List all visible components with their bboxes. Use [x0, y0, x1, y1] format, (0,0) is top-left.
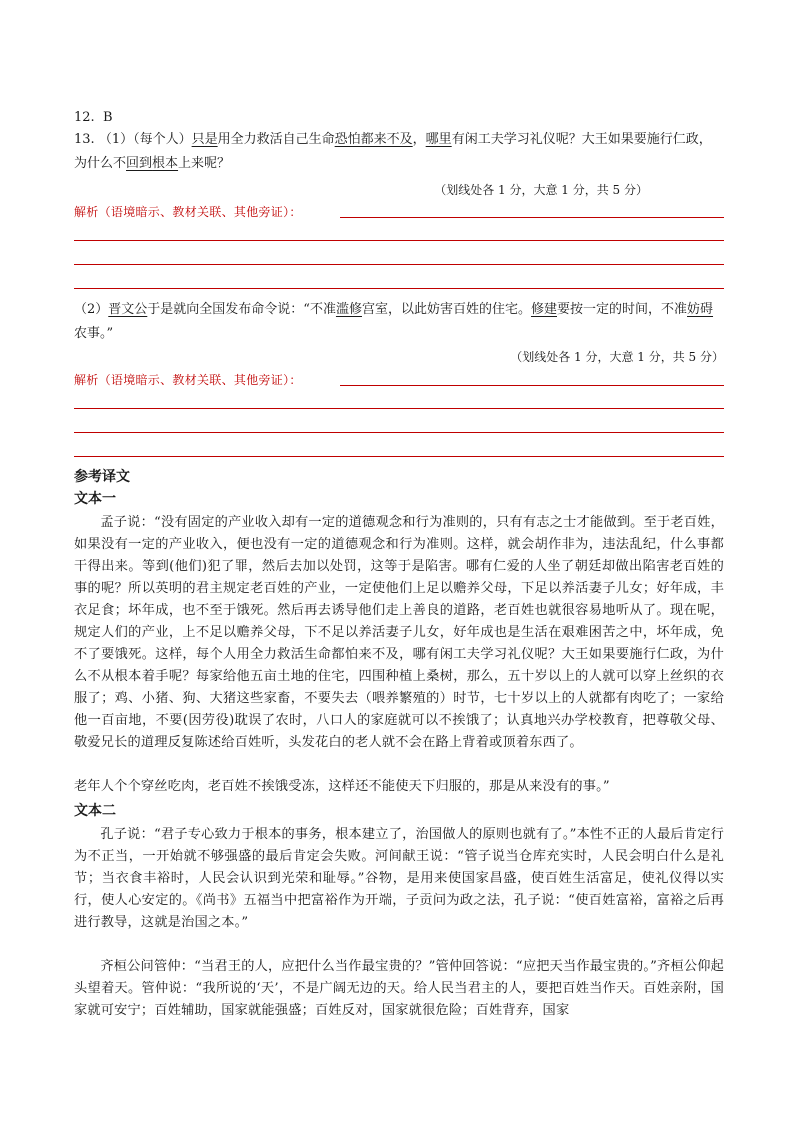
analysis-label: 解析（语境暗示、教材关联、其他旁证）：: [74, 373, 302, 387]
underlined-term: 哪里: [425, 132, 452, 147]
answer: B: [102, 110, 113, 125]
text-1-paragraph: 孟子说：“没有固定的产业收入却有一定的道德观念和行为准则的，只有有志之士才能做到。至于老百姓，如果没有一定的产业收入，便也没有一定的道德观念和行为准则。这样，就会胡作非为，违法乱纪，什么事都干得出来。等到(他们)犯了罪，然后去加以处罚，这等于是陷害。哪有仁爱的人坐了朝廷却做出陷害老百姓的事的呢？所以英明的君主规定老百姓的产业，一定使他们上足以赡养父母，下足以养活妻子儿女；好年成，丰衣足食；坏年成，也不至于饿死。然后再去诱导他们走上善良的道路，老百姓也就很容易地听从了。现在呢，规定人们的产业，上不足以赡养父母，下不足以养活妻子儿女，好年成也是生活在艰难困苦之中，坏年成，免不了要饿死。这样，每个人用全力救活生命都怕来不及，哪有闲工夫学习礼仪呢？大王如果要施行仁政，为什么不从根本着手呢？每家给他五亩土地的住宅，四围种植上桑树，那么，五十岁以上的人就可以穿上丝织的衣服了；鸡、小猪、狗、大猪这些家畜，不要失去（喂养繁殖的）时节，七十岁以上的人就都有肉吃了；一家给他一百亩地，不要(因劳役)耽误了农时，八口人的家庭就可以不挨饿了；认真地兴办学校教育，把尊敬父母、敬爱兄长的道理反复陈述给百姓听，头发花白的老人就不会在路上背着或顶着东西了。: [74, 515, 724, 750]
underlined-term: 只是: [191, 132, 218, 147]
answer-rule: [74, 240, 724, 241]
underlined-term: 晋文公: [108, 302, 148, 317]
score-note: （划线处各 1 分，大意 1 分，共 5 分）: [434, 183, 648, 197]
question-number: 12.: [74, 110, 95, 125]
underlined-term: 修建: [530, 302, 557, 317]
answer-rule: [74, 264, 724, 265]
answer-rule: [74, 456, 724, 457]
analysis-line: [74, 370, 724, 390]
answer-rule: [74, 432, 724, 433]
underlined-term: 根本: [152, 156, 179, 171]
text-2-paragraph: 齐桓公问管仲：“当君王的人，应把什么当作最宝贵的？”管仲回答说：“应把天当作最宝贵的。”齐桓公仰起头望着天。管仲说：“我所说的‘天’，不是广阔无边的天。给人民当君主的人，要把百姓当作天。百姓亲附，国家就可安宁；百姓辅助，国家就能强盛；百姓反对，国家就很危险；百姓背弃，国家: [74, 959, 724, 1018]
answer-blank: [340, 385, 724, 386]
score-note: （划线处各 1 分，大意 1 分，共 5 分）: [510, 350, 724, 364]
question-12: [74, 106, 724, 130]
answer-rule: [74, 288, 724, 289]
answer-rule: [74, 408, 724, 409]
question-13-part-2: （2）晋文公于是就向全国发布命令说：“不准滥修宫室，以此妨害百姓的住宅。修建要按一定的时间，不准妨碍农事。”: [74, 302, 714, 341]
text-2-paragraph: 孔子说：“君子专心致力于根本的事务，根本建立了，治国做人的原则也就有了。”本性不正的人最后肯定行为不正当，一开始就不够强盛的最后肯定会失败。河间献王说：“管子说当仓库充实时，人民会明白什么是礼节；当衣食丰裕时，人民会认识到光荣和耻辱。”谷物，是用来使国家昌盛，使百姓生活富足，使礼仪得以实行，使人心安定的。《尚书》五福当中把富裕作为开端，子贡问为政之法，孔子说：“使百姓富裕，富裕之后再进行教导，这就是治国之本。”: [74, 827, 724, 930]
analysis-label: 解析（语境暗示、教材关联、其他旁证）：: [74, 205, 302, 219]
answer-blank: [340, 217, 724, 218]
analysis-line: [74, 202, 724, 222]
text-2-heading: 文本二: [74, 803, 116, 819]
underlined-term: 恐怕都来不及: [334, 132, 413, 147]
question-13-part-1: 13. （1）（每个人）只是用全力救活自己生命恐怕都来不及，哪里有闲工夫学习礼仪呢？大王如果要施行仁政，为什么不回到根本上来呢？: [74, 132, 712, 171]
translation-heading: 参考译文: [74, 469, 130, 485]
text-1-closing: 老年人个个穿丝吃肉，老百姓不挨饿受冻，这样还不能使天下归服的，那是从来没有的事。”: [74, 779, 610, 794]
question-number: 13.: [74, 132, 95, 147]
underlined-term: 妨碍: [687, 302, 714, 317]
underlined-term: 滥修: [335, 302, 362, 317]
text-1-heading: 文本一: [74, 491, 116, 507]
underlined-term: 回到: [126, 156, 153, 171]
